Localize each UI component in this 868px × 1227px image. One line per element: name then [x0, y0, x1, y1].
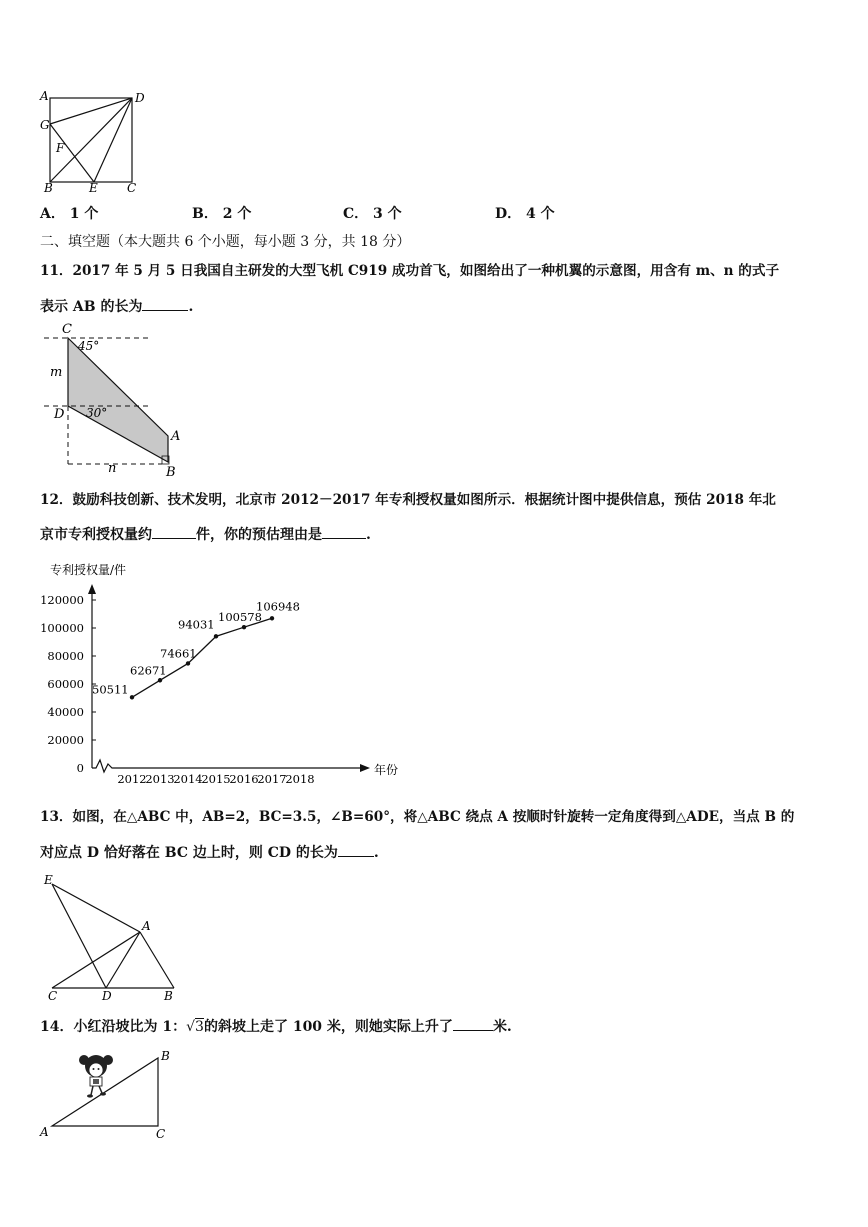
patent-line-chart	[36, 556, 399, 790]
x-tick-label: 2016	[229, 772, 259, 786]
q14-answer-blank[interactable]	[453, 1016, 493, 1031]
q14-line: 14．小红沿坡比为 1：√3的斜坡上走了 100 米，则她实际上升了 米.	[40, 1016, 512, 1037]
y-tick-label: 20000	[47, 733, 84, 747]
q11-line2: 表示 AB 的长为 .	[40, 296, 193, 317]
q14-label-c: C	[156, 1127, 166, 1141]
q11-label-m: m	[50, 365, 63, 380]
q13-label-d: D	[102, 989, 112, 1003]
q11-label-b: B	[166, 465, 176, 480]
data-point	[270, 616, 274, 620]
q13-label-a: A	[142, 919, 151, 933]
q10-option-d: D． 4 个	[495, 206, 555, 222]
q11-angle-30: 30°	[86, 406, 108, 420]
data-point	[242, 625, 246, 629]
q13-line2: 对应点 D 恰好落在 BC 边上时，则 CD 的长为 .	[40, 842, 379, 863]
y-axis-arrow	[88, 584, 96, 594]
q11-label-a: A	[171, 429, 181, 444]
data-label: 94031	[178, 617, 215, 632]
x-tick-label: 2015	[201, 772, 231, 786]
x-axis-arrow	[360, 764, 370, 772]
q11-label-n: n	[108, 461, 117, 476]
q10-option-c: C． 3 个	[343, 206, 402, 222]
q10-option-a: A． 1 个	[40, 206, 99, 222]
data-label: 74661	[160, 646, 197, 661]
q10-label-e: E	[89, 181, 98, 195]
q14-label-b: B	[161, 1049, 170, 1063]
x-axis	[92, 760, 362, 772]
y-tick-label: 100000	[40, 621, 84, 635]
data-label: 100578	[218, 610, 262, 625]
q11-angle-45: 45°	[78, 339, 100, 353]
y-tick-label: 60000	[47, 677, 84, 691]
data-point	[214, 634, 218, 638]
section-heading: 二、填空题（本大题共 6 个小题，每小题 3 分，共 18 分）	[40, 234, 411, 250]
q10-label-b: B	[44, 181, 53, 195]
q14-slope-figure	[38, 1046, 178, 1146]
q10-option-b: B． 2 个	[192, 206, 252, 222]
q11-label-d: D	[54, 407, 65, 422]
data-label: 50511	[92, 682, 129, 697]
y-tick-label: 120000	[40, 593, 84, 607]
q13-label-e: E	[44, 873, 53, 887]
y-tick-label: 80000	[47, 649, 84, 663]
q10-label-f: F	[56, 141, 65, 155]
data-point	[158, 678, 162, 682]
q12-line2: 京市专利授权量约 件，你的预估理由是 .	[40, 524, 371, 545]
q12-line1: 12．鼓励科技创新、技术发明，北京市 2012－2017 年专利授权量如图所示．根据统计图中提供信息，预估 2018 年北	[40, 492, 776, 508]
q13-figure	[38, 870, 188, 1006]
q14-label-a: A	[40, 1125, 49, 1139]
y-tick-label: 40000	[47, 705, 84, 719]
q11-answer-blank[interactable]	[142, 296, 188, 311]
q13-label-b: B	[164, 989, 173, 1003]
q13-line1: 13．如图，在△ABC 中，AB=2，BC=3.5，∠B=60°，将△ABC 绕点 A 按顺时针旋转一定角度得到△ADE，当点 B 的	[40, 809, 795, 825]
q11-wing-figure	[44, 320, 194, 478]
q11-line1: 11．2017 年 5 月 5 日我国自主研发的大型飞机 C919 成功首飞，如图给出了一种机翼的示意图，用含有 m、n 的式子	[40, 263, 780, 279]
q10-label-d: D	[135, 91, 145, 105]
x-axis-title: 年份	[374, 763, 399, 777]
data-point	[186, 661, 190, 665]
y-tick-label: 0	[76, 761, 84, 775]
girl-icon	[79, 1055, 113, 1098]
x-tick-label: 2014	[173, 772, 203, 786]
data-point	[130, 695, 134, 699]
q13-answer-blank[interactable]	[338, 842, 374, 857]
x-tick-label: 2013	[145, 772, 175, 786]
y-axis-title: 专利授权量/件	[50, 563, 127, 577]
x-tick-label: 2017	[257, 772, 287, 786]
x-tick-label: 2018	[285, 772, 315, 786]
data-label: 62671	[130, 663, 167, 678]
q12-answer-blank-1[interactable]	[152, 524, 196, 539]
q10-label-a: A	[40, 89, 49, 103]
q12-answer-blank-2[interactable]	[322, 524, 366, 539]
q13-label-c: C	[48, 989, 58, 1003]
q10-figure	[34, 86, 144, 196]
q11-label-c: C	[62, 322, 72, 337]
x-tick-label: 2012	[117, 772, 147, 786]
q10-label-g: G	[40, 118, 50, 132]
q10-label-c: C	[127, 181, 137, 195]
data-label: 106948	[256, 599, 300, 614]
sqrt-symbol: √3	[186, 1019, 204, 1035]
